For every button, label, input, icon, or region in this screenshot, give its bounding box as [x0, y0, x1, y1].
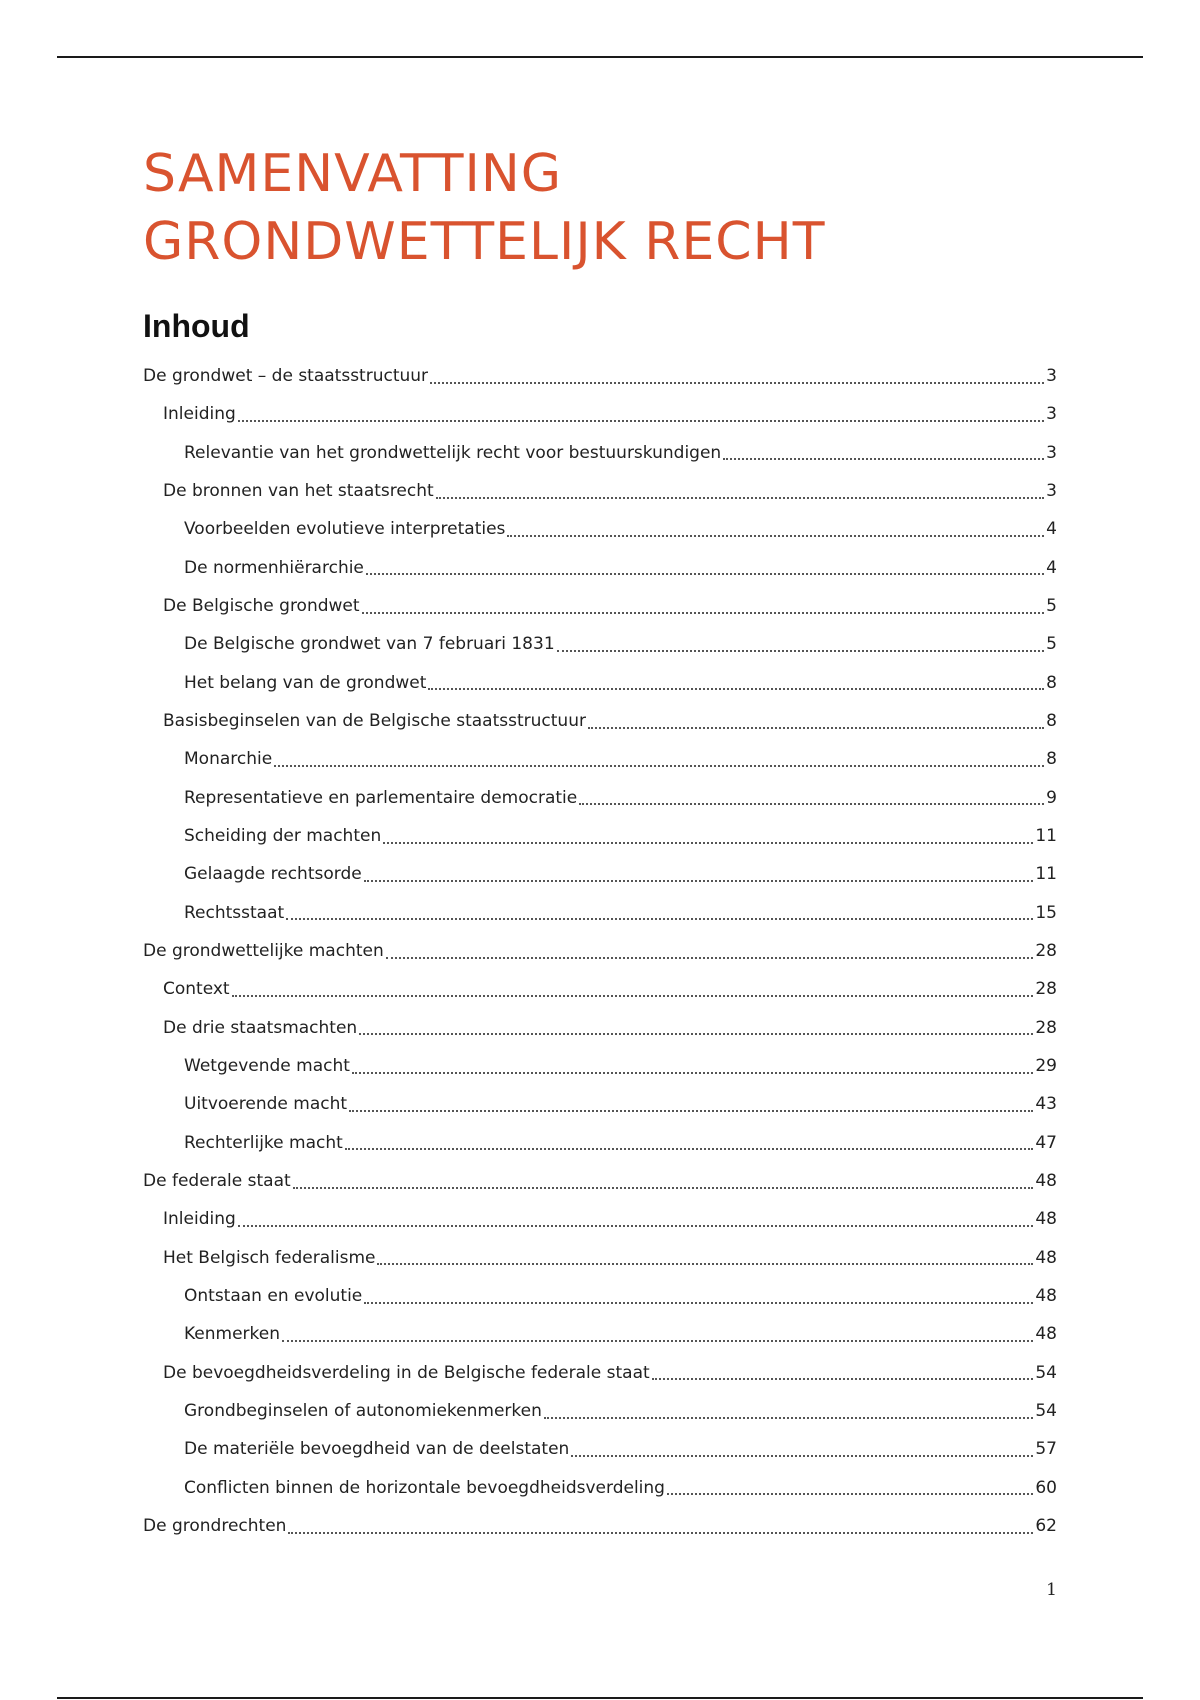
toc-entry[interactable]: [143, 1277, 1057, 1315]
toc-dot-leader: [288, 1531, 1033, 1534]
toc-entry-page: 11: [1035, 826, 1057, 847]
toc-dot-leader: [383, 841, 1033, 844]
toc-entry-title: De drie staatsmachten: [163, 1017, 358, 1038]
toc-entry[interactable]: [143, 1354, 1057, 1392]
toc-entry[interactable]: [143, 894, 1057, 932]
toc-entry-title: De grondwet – de staatsstructuur: [143, 366, 429, 387]
toc-entry-page: 3: [1046, 404, 1057, 425]
toc-entry-title: Scheiding der machten: [184, 826, 382, 847]
toc-entry-page: 4: [1046, 557, 1057, 578]
toc-entry[interactable]: [143, 855, 1057, 893]
toc-entry-page: 3: [1046, 442, 1057, 463]
toc-entry-page: 5: [1046, 596, 1057, 617]
toc-entry-page: 60: [1035, 1477, 1057, 1498]
toc-entry-title: De bronnen van het staatsrecht: [163, 481, 434, 502]
toc-dot-leader: [428, 687, 1044, 690]
toc-dot-leader: [667, 1492, 1033, 1495]
toc-entry[interactable]: [143, 1124, 1057, 1162]
toc-entry-page: 28: [1035, 979, 1057, 1000]
toc-dot-leader: [238, 1224, 1034, 1227]
toc-dot-leader: [345, 1147, 1034, 1150]
toc-entry-page: 28: [1035, 1017, 1057, 1038]
footer-rule: [57, 1697, 1143, 1699]
toc-entry[interactable]: [143, 549, 1057, 587]
toc-entry-title: De materiële bevoegdheid van de deelstaten: [184, 1439, 570, 1460]
toc-entry[interactable]: [143, 625, 1057, 663]
toc-dot-leader: [238, 419, 1044, 422]
toc-entry-page: 48: [1035, 1324, 1057, 1345]
toc-entry[interactable]: [143, 587, 1057, 625]
title-line-2: GRONDWETTELIJK RECHT: [143, 212, 826, 272]
toc-entry-page: 54: [1035, 1362, 1057, 1383]
toc-entry-page: 3: [1046, 481, 1057, 502]
toc-entry[interactable]: [143, 740, 1057, 778]
toc-entry[interactable]: [143, 395, 1057, 433]
toc-entry-page: 8: [1046, 711, 1057, 732]
toc-entry[interactable]: [143, 1430, 1057, 1468]
toc-entry[interactable]: [143, 1009, 1057, 1047]
toc-dot-leader: [571, 1454, 1033, 1457]
toc-dot-leader: [430, 381, 1044, 384]
toc-entry-page: 48: [1035, 1209, 1057, 1230]
toc-entry-page: 8: [1046, 749, 1057, 770]
toc-entry[interactable]: [143, 1047, 1057, 1085]
toc-dot-leader: [579, 802, 1044, 805]
toc-entry-title: Grondbeginselen of autonomiekenmerken: [184, 1401, 542, 1422]
toc-entry-title: Conflicten binnen de horizontale bevoegdheidsverdeling: [184, 1477, 665, 1498]
toc-entry-page: 48: [1035, 1247, 1057, 1268]
toc-entry-page: 3: [1046, 366, 1057, 387]
toc-entry-title: Context: [163, 979, 230, 1000]
toc-dot-leader: [364, 1301, 1033, 1304]
toc-dot-leader: [282, 1339, 1033, 1342]
toc-entry-title: Representatieve en parlementaire democratie: [184, 787, 578, 808]
toc-entry-title: Voorbeelden evolutieve interpretaties: [184, 519, 506, 540]
toc-entry-title: Gelaagde rechtsorde: [184, 864, 362, 885]
toc-entry-title: De grondrechten: [143, 1516, 287, 1536]
toc-dot-leader: [507, 534, 1044, 537]
toc-dot-leader: [293, 1186, 1034, 1189]
toc-dot-leader: [232, 994, 1034, 997]
toc-dot-leader: [286, 917, 1033, 920]
header-rule: [57, 56, 1143, 58]
toc-dot-leader: [386, 956, 1034, 959]
toc-entry-page: 62: [1035, 1516, 1057, 1536]
toc-entry-page: 28: [1035, 941, 1057, 962]
toc-entry-title: Basisbeginselen van de Belgische staatsstructuur: [163, 711, 586, 732]
toc-entry[interactable]: [143, 1392, 1057, 1430]
toc-entry[interactable]: [143, 1507, 1057, 1545]
toc-dot-leader: [652, 1377, 1034, 1380]
toc-entry-title: Het belang van de grondwet: [184, 672, 427, 693]
toc-dot-leader: [436, 496, 1045, 499]
toc-entry-page: 4: [1046, 519, 1057, 540]
toc-dot-leader: [544, 1416, 1033, 1419]
toc-entry-page: 29: [1035, 1056, 1057, 1077]
toc-dot-leader: [557, 649, 1045, 652]
toc-entry-title: De Belgische grondwet: [163, 596, 360, 617]
toc-entry-title: Rechterlijke macht: [184, 1132, 343, 1153]
page-number: 1: [1046, 1580, 1057, 1600]
toc-entry-title: Uitvoerende macht: [184, 1094, 348, 1115]
toc-dot-leader: [366, 572, 1044, 575]
toc-entry-page: 54: [1035, 1401, 1057, 1422]
toc-dot-leader: [364, 879, 1034, 882]
title-line-1: SAMENVATTING: [143, 144, 563, 204]
toc-entry[interactable]: [143, 664, 1057, 702]
toc-entry[interactable]: [143, 932, 1057, 970]
toc-dot-leader: [377, 1262, 1033, 1265]
toc-entry-title: Kenmerken: [184, 1324, 281, 1345]
toc-entry-page: 43: [1035, 1094, 1057, 1115]
toc-entry-page: 47: [1035, 1132, 1057, 1153]
toc-entry[interactable]: [143, 779, 1057, 817]
toc-dot-leader: [352, 1071, 1033, 1074]
toc-entry[interactable]: [143, 1162, 1057, 1200]
toc-dot-leader: [588, 726, 1044, 729]
toc-entry-page: 9: [1046, 787, 1057, 808]
toc-entry[interactable]: [143, 817, 1057, 855]
toc-entry[interactable]: [143, 970, 1057, 1008]
toc-entry-title: De normenhiërarchie: [184, 557, 364, 578]
document-title: [143, 140, 825, 276]
toc-entry[interactable]: [143, 510, 1057, 548]
toc-heading: Inhoud: [143, 308, 250, 344]
toc-entry-title: De bevoegdheidsverdeling in de Belgische federale staat: [163, 1362, 650, 1383]
toc-dot-leader: [362, 611, 1045, 614]
toc-dot-leader: [349, 1109, 1033, 1112]
toc-entry-title: De Belgische grondwet van 7 februari 1831: [184, 634, 555, 655]
toc-entry-page: 57: [1035, 1439, 1057, 1460]
toc-entry[interactable]: [143, 1315, 1057, 1353]
toc-entry-page: 8: [1046, 672, 1057, 693]
toc-entry-page: 48: [1035, 1171, 1057, 1192]
toc-entry-title: Monarchie: [184, 749, 273, 770]
toc-dot-leader: [274, 764, 1044, 767]
toc-entry-page: 15: [1035, 902, 1057, 923]
table-of-contents: [143, 357, 1057, 1545]
toc-entry-page: 5: [1046, 634, 1057, 655]
toc-entry[interactable]: [143, 357, 1057, 395]
toc-entry-page: 48: [1035, 1286, 1057, 1307]
toc-entry-title: De grondwettelijke machten: [143, 941, 384, 962]
toc-entry-page: 11: [1035, 864, 1057, 885]
toc-entry-title: De federale staat: [143, 1171, 291, 1192]
toc-entry-title: Wetgevende macht: [184, 1056, 350, 1077]
toc-entry-title: Rechtsstaat: [184, 902, 285, 923]
toc-entry-title: Inleiding: [163, 1209, 236, 1230]
toc-entry-title: Relevantie van het grondwettelijk recht voor bestuurskundigen: [184, 442, 722, 463]
toc-entry-title: Het Belgisch federalisme: [163, 1247, 376, 1268]
toc-entry[interactable]: [143, 434, 1057, 472]
toc-entry[interactable]: [143, 1200, 1057, 1238]
toc-entry-title: Ontstaan en evolutie: [184, 1286, 363, 1307]
toc-entry[interactable]: [143, 472, 1057, 510]
toc-dot-leader: [723, 457, 1044, 460]
toc-entry[interactable]: [143, 1085, 1057, 1123]
toc-entry[interactable]: [143, 702, 1057, 740]
toc-entry[interactable]: [143, 1239, 1057, 1277]
toc-entry[interactable]: [143, 1469, 1057, 1507]
toc-entry-title: Inleiding: [163, 404, 236, 425]
toc-dot-leader: [359, 1032, 1033, 1035]
